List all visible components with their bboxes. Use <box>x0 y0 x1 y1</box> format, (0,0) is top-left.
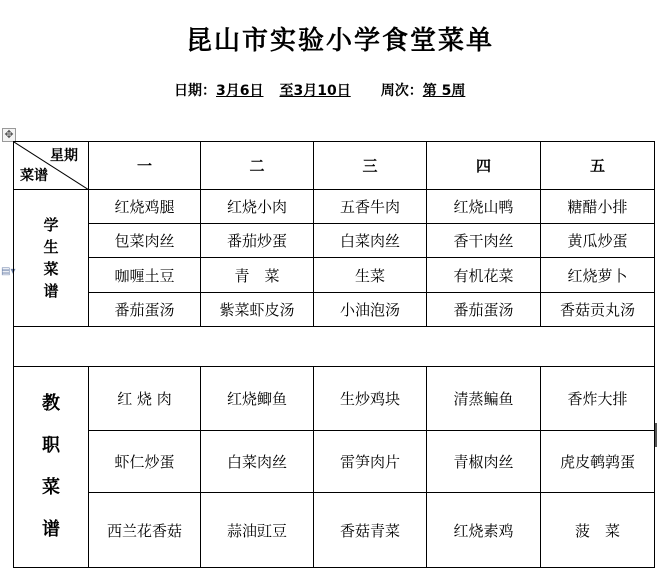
dish-cell: 小油泡汤 <box>314 293 427 327</box>
menu-table <box>13 141 655 568</box>
start-date: 3月6日 <box>216 83 264 99</box>
staff-row <box>14 493 655 568</box>
dish-cell: 红烧鲫鱼 <box>201 367 314 431</box>
empty-separator <box>14 327 655 367</box>
dish-cell: 番茄蛋汤 <box>427 293 541 327</box>
student-row <box>14 224 655 258</box>
dish-cell: 咖喱土豆 <box>89 258 201 293</box>
dish-cell: 红烧鸡腿 <box>89 190 201 224</box>
dish-cell: 清蒸鳊鱼 <box>427 367 541 431</box>
dish-cell: 红烧素鸡 <box>427 493 541 568</box>
dish-cell: 红烧小肉 <box>201 190 314 224</box>
paragraph-marker-icon: ▤▾ <box>1 266 16 277</box>
date-line <box>174 80 465 100</box>
student-row <box>14 190 655 224</box>
staff-menu-label: 教 职 菜 谱 <box>14 367 89 568</box>
dish-cell: 番茄蛋汤 <box>89 293 201 327</box>
dish-cell: 青椒肉丝 <box>427 431 541 493</box>
dish-cell: 有机花菜 <box>427 258 541 293</box>
staff-row <box>14 431 655 493</box>
dish-cell: 红烧山鸭 <box>427 190 541 224</box>
dish-cell: 红烧萝卜 <box>541 258 655 293</box>
dish-cell: 香菇青菜 <box>314 493 427 568</box>
dish-cell: 番茄炒蛋 <box>201 224 314 258</box>
dish-cell: 香干肉丝 <box>427 224 541 258</box>
week-label: 周次： <box>380 83 423 99</box>
dish-cell: 蒜油豇豆 <box>201 493 314 568</box>
day-header: 四 <box>427 142 541 190</box>
dish-cell: 青 菜 <box>201 258 314 293</box>
dish-cell: 白菜肉丝 <box>201 431 314 493</box>
end-date: 3月10日 <box>293 83 351 99</box>
staff-row <box>14 367 655 431</box>
dish-cell: 白菜肉丝 <box>314 224 427 258</box>
week-value: 第 5周 <box>422 83 466 99</box>
weekday-heading: 星期 <box>50 148 78 164</box>
dish-cell: 五香牛肉 <box>314 190 427 224</box>
table-move-handle-icon[interactable]: ✥ <box>2 128 16 142</box>
student-row <box>14 258 655 293</box>
day-header: 一 <box>89 142 201 190</box>
dish-cell: 黄瓜炒蛋 <box>541 224 655 258</box>
student-row <box>14 293 655 327</box>
dish-cell: 香菇贡丸汤 <box>541 293 655 327</box>
scroll-marker <box>655 423 657 447</box>
dish-cell: 生炒鸡块 <box>314 367 427 431</box>
dish-cell: 菠 菜 <box>541 493 655 568</box>
dish-cell: 虾仁炒蛋 <box>89 431 201 493</box>
dish-cell: 包菜肉丝 <box>89 224 201 258</box>
dish-cell: 雷笋肉片 <box>314 431 427 493</box>
day-header: 五 <box>541 142 655 190</box>
date-label: 日期： <box>174 83 216 99</box>
spacer-row <box>14 327 655 367</box>
student-menu-label: 学 生 菜 谱 <box>14 190 89 327</box>
day-header: 二 <box>201 142 314 190</box>
header-corner <box>14 142 89 190</box>
dish-cell: 虎皮鹌鹑蛋 <box>541 431 655 493</box>
dish-cell: 香炸大排 <box>541 367 655 431</box>
date-to: 至 <box>279 83 294 99</box>
dish-cell: 糖醋小排 <box>541 190 655 224</box>
dish-cell: 紫菜虾皮汤 <box>201 293 314 327</box>
day-header: 三 <box>314 142 427 190</box>
dish-cell: 西兰花香菇 <box>89 493 201 568</box>
dish-cell: 红 烧 肉 <box>89 367 201 431</box>
dish-cell: 生菜 <box>314 258 427 293</box>
header-row <box>14 142 655 190</box>
menu-heading: 菜谱 <box>20 168 48 184</box>
page-title: 昆山市实验小学食堂菜单 <box>185 26 494 56</box>
